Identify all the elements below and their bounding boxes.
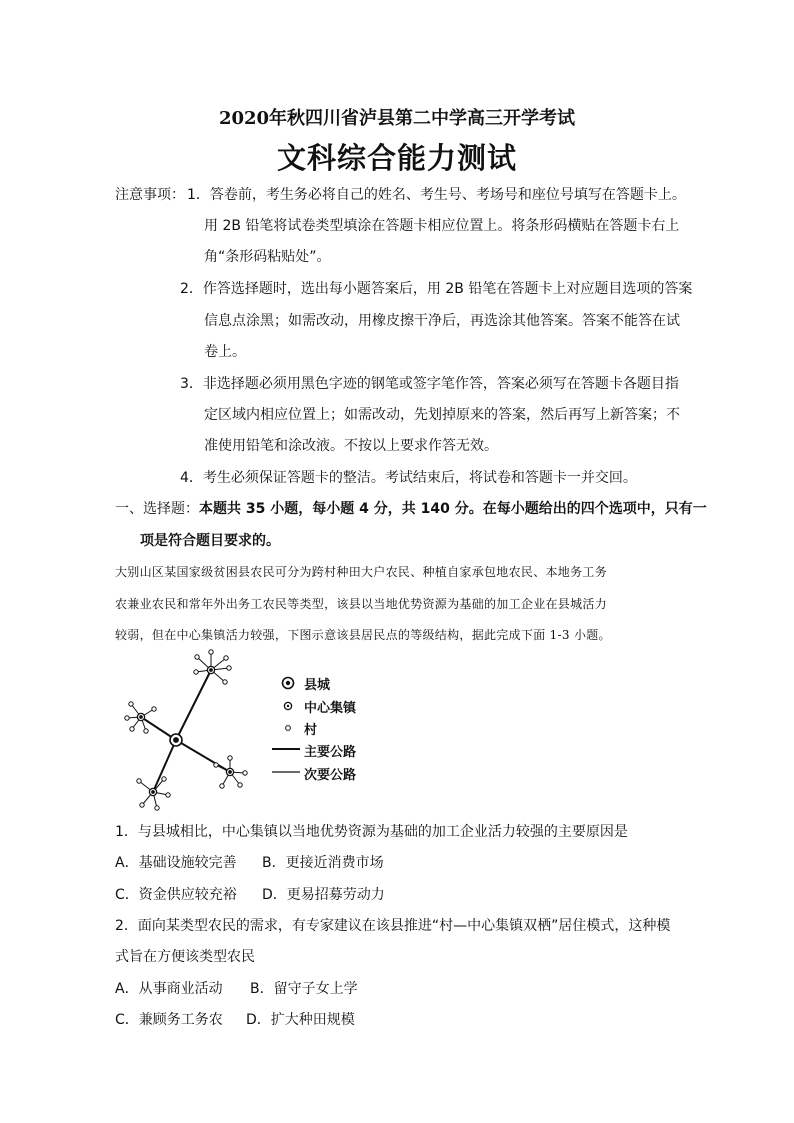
question-2-stem-cont: 式旨在方便该类型农民 <box>115 949 255 965</box>
legend-minor-road-icon <box>272 768 302 776</box>
central-town-marks <box>137 666 233 795</box>
note-line: 2．作答选择题时，选出每小题答案后，用 2B 铅笔在答题卡上对应题目选项的答案 <box>180 281 693 297</box>
note-line: 准使用铅笔和涂改液。不按以上要求作答无效。 <box>204 438 498 454</box>
legend-main-road-label: 主要公路 <box>304 745 357 760</box>
question-1-option-c: C．资金供应较充裕 <box>115 887 237 903</box>
section-heading-label: 一、选择题： <box>115 501 199 517</box>
note-line: 3．非选择题必须用黑色字迹的钢笔或签字笔作答，答案必须写在答题卡各题目指 <box>180 376 679 392</box>
exam-title: 2020年秋四川省泸县第二中学高三开学考试 <box>218 108 576 129</box>
question-1-option-a: A．基础设施较完善 <box>115 855 237 871</box>
exam-subtitle: 文科综合能力测试 <box>276 141 517 175</box>
legend-village-icon <box>280 720 296 736</box>
section-heading-text-cont: 项是符合题目要求的。 <box>140 533 280 549</box>
passage-line: 农兼业农民和常年外出务工农民等类型，该县以当地优势资源为基础的加工企业在县城活力 <box>115 597 608 611</box>
main-road <box>153 740 176 792</box>
note-line: 1．答卷前，考生务必将自己的姓名、考生号、考场号和座位号填写在答题卡上。 <box>187 187 686 203</box>
legend-town-icon <box>280 698 296 714</box>
note-line: 定区域内相应位置上；如需改动，先划掉原来的答案，然后再写上新答案；不 <box>204 407 680 423</box>
legend-county-icon <box>280 675 296 691</box>
section-heading-text: 本题共 35 小题，每小题 4 分，共 140 分。在每小题给出的四个选项中，只有一 <box>199 501 707 517</box>
question-2-option-b: B．留守子女上学 <box>250 981 358 997</box>
note-line: 4．考生必须保证答题卡的整洁。考试结束后，将试卷和答题卡一并交回。 <box>180 470 637 486</box>
main-road <box>176 670 211 740</box>
legend-town-label: 中心集镇 <box>304 701 357 716</box>
notes-label: 注意事项： <box>115 187 185 203</box>
passage-line: 较弱，但在中心集镇活力较强，下图示意该县居民点的等级结构，据此完成下面 1-3 小题。 <box>115 628 611 642</box>
question-1-stem: 1．与县城相比，中心集镇以当地优势资源为基础的加工企业活力较强的主要原因是 <box>115 824 628 840</box>
village-marks <box>125 650 247 810</box>
county-seat-mark <box>170 734 182 746</box>
note-line: 信息点涂黑；如需改动，用橡皮擦干净后，再选涂其他答案。答案不能答在试 <box>204 313 680 329</box>
legend-minor-road-label: 次要公路 <box>304 768 357 783</box>
legend-main-road-icon <box>272 745 302 753</box>
question-2-option-a: A．从事商业活动 <box>115 981 223 997</box>
passage-line: 大别山区某国家级贫困县农民可分为跨村种田大户农民、种植自家承包地农民、本地务工务 <box>115 565 608 579</box>
note-line: 角“条形码粘贴处”。 <box>204 249 331 265</box>
legend-village-label: 村 <box>304 723 318 738</box>
question-1-option-d: D．更易招募劳动力 <box>262 887 385 903</box>
question-2-option-c: C．兼顾务工务农 <box>115 1012 223 1028</box>
main-road <box>176 740 230 772</box>
note-line: 用 2B 铅笔将试卷类型填涂在答题卡相应位置上。将条形码横贴在答题卡右上 <box>204 218 680 234</box>
question-2-stem: 2．面向某类型农民的需求，有专家建议在该县推进“村—中心集镇双栖”居住模式，这种模 <box>115 918 671 934</box>
note-line: 卷上。 <box>204 344 246 360</box>
question-2-option-d: D．扩大种田规模 <box>246 1012 355 1028</box>
question-1-option-b: B．更接近消费市场 <box>262 855 384 871</box>
legend-county-label: 县城 <box>304 678 331 693</box>
settlement-hierarchy-diagram <box>110 640 280 820</box>
